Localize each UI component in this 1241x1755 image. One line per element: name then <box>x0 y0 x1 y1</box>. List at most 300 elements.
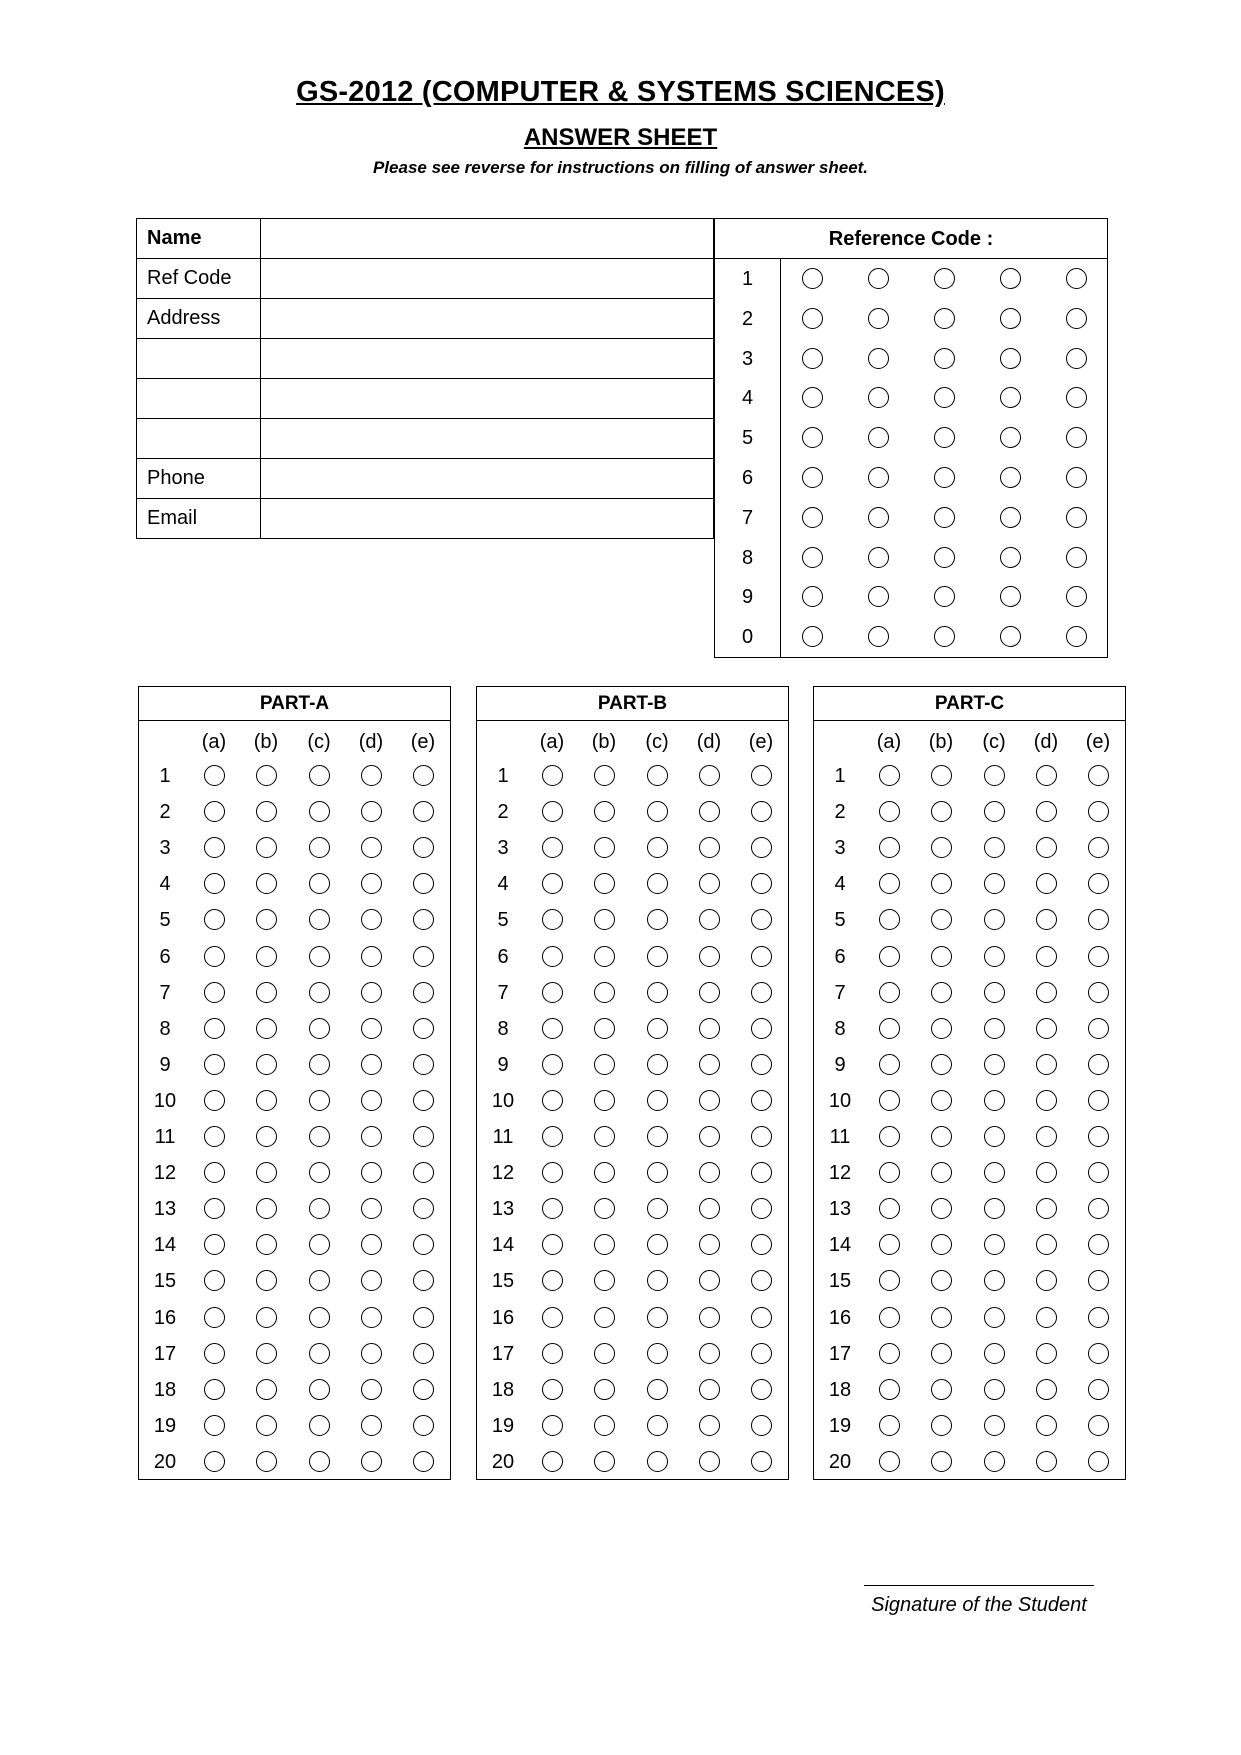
answer-bubble[interactable] <box>1088 1090 1109 1111</box>
answer-bubble[interactable] <box>931 873 952 894</box>
answer-bubble[interactable] <box>931 1451 952 1472</box>
answer-bubble[interactable] <box>879 1343 900 1364</box>
reference-code-bubble[interactable] <box>802 348 823 369</box>
answer-bubble[interactable] <box>984 1126 1005 1147</box>
answer-bubble[interactable] <box>1088 1126 1109 1147</box>
answer-bubble[interactable] <box>413 837 434 858</box>
answer-bubble[interactable] <box>751 1415 772 1436</box>
answer-bubble[interactable] <box>751 1307 772 1328</box>
answer-bubble[interactable] <box>647 1126 668 1147</box>
answer-bubble[interactable] <box>594 909 615 930</box>
answer-bubble[interactable] <box>647 837 668 858</box>
answer-bubble[interactable] <box>256 873 277 894</box>
answer-bubble[interactable] <box>931 1054 952 1075</box>
answer-bubble[interactable] <box>594 1415 615 1436</box>
answer-bubble[interactable] <box>984 873 1005 894</box>
answer-bubble[interactable] <box>879 909 900 930</box>
answer-bubble[interactable] <box>1036 1090 1057 1111</box>
answer-bubble[interactable] <box>1036 873 1057 894</box>
answer-bubble[interactable] <box>1036 1018 1057 1039</box>
answer-bubble[interactable] <box>1088 1415 1109 1436</box>
answer-bubble[interactable] <box>309 1343 330 1364</box>
answer-bubble[interactable] <box>931 1126 952 1147</box>
answer-bubble[interactable] <box>361 1270 382 1291</box>
reference-code-bubble[interactable] <box>868 348 889 369</box>
answer-bubble[interactable] <box>647 909 668 930</box>
answer-bubble[interactable] <box>647 1270 668 1291</box>
answer-bubble[interactable] <box>309 1415 330 1436</box>
answer-bubble[interactable] <box>1088 1054 1109 1075</box>
answer-bubble[interactable] <box>1088 946 1109 967</box>
answer-bubble[interactable] <box>204 1415 225 1436</box>
answer-bubble[interactable] <box>647 1054 668 1075</box>
answer-bubble[interactable] <box>309 1307 330 1328</box>
reference-code-bubble[interactable] <box>1066 507 1087 528</box>
answer-bubble[interactable] <box>931 1162 952 1183</box>
answer-bubble[interactable] <box>984 946 1005 967</box>
reference-code-bubble[interactable] <box>934 547 955 568</box>
answer-bubble[interactable] <box>204 982 225 1003</box>
answer-bubble[interactable] <box>361 1307 382 1328</box>
answer-bubble[interactable] <box>542 1090 563 1111</box>
answer-bubble[interactable] <box>751 1198 772 1219</box>
answer-bubble[interactable] <box>413 946 434 967</box>
answer-bubble[interactable] <box>256 1162 277 1183</box>
answer-bubble[interactable] <box>931 982 952 1003</box>
answer-bubble[interactable] <box>879 1307 900 1328</box>
answer-bubble[interactable] <box>699 1307 720 1328</box>
answer-bubble[interactable] <box>699 1343 720 1364</box>
answer-bubble[interactable] <box>413 1090 434 1111</box>
answer-bubble[interactable] <box>256 765 277 786</box>
answer-bubble[interactable] <box>204 1054 225 1075</box>
answer-bubble[interactable] <box>699 1126 720 1147</box>
answer-bubble[interactable] <box>309 1090 330 1111</box>
answer-bubble[interactable] <box>204 765 225 786</box>
answer-bubble[interactable] <box>647 873 668 894</box>
reference-code-bubble[interactable] <box>802 626 823 647</box>
answer-bubble[interactable] <box>1036 1451 1057 1472</box>
answer-bubble[interactable] <box>256 837 277 858</box>
answer-bubble[interactable] <box>204 1307 225 1328</box>
answer-bubble[interactable] <box>361 1415 382 1436</box>
answer-bubble[interactable] <box>361 1379 382 1400</box>
answer-bubble[interactable] <box>361 909 382 930</box>
answer-bubble[interactable] <box>542 1415 563 1436</box>
answer-bubble[interactable] <box>1036 1126 1057 1147</box>
answer-bubble[interactable] <box>309 946 330 967</box>
reference-code-bubble[interactable] <box>802 427 823 448</box>
answer-bubble[interactable] <box>1036 1162 1057 1183</box>
answer-bubble[interactable] <box>256 1379 277 1400</box>
answer-bubble[interactable] <box>751 837 772 858</box>
answer-bubble[interactable] <box>751 1018 772 1039</box>
answer-bubble[interactable] <box>984 1379 1005 1400</box>
answer-bubble[interactable] <box>879 1379 900 1400</box>
answer-bubble[interactable] <box>309 1126 330 1147</box>
answer-bubble[interactable] <box>309 1234 330 1255</box>
answer-bubble[interactable] <box>984 1451 1005 1472</box>
answer-bubble[interactable] <box>256 982 277 1003</box>
answer-bubble[interactable] <box>699 1054 720 1075</box>
answer-bubble[interactable] <box>309 765 330 786</box>
answer-bubble[interactable] <box>931 1307 952 1328</box>
answer-bubble[interactable] <box>361 837 382 858</box>
answer-bubble[interactable] <box>931 1198 952 1219</box>
answer-bubble[interactable] <box>751 982 772 1003</box>
answer-bubble[interactable] <box>751 1451 772 1472</box>
reference-code-bubble[interactable] <box>934 387 955 408</box>
answer-bubble[interactable] <box>204 1451 225 1472</box>
reference-code-bubble[interactable] <box>1000 348 1021 369</box>
answer-bubble[interactable] <box>751 909 772 930</box>
answer-bubble[interactable] <box>1088 1343 1109 1364</box>
answer-bubble[interactable] <box>542 837 563 858</box>
answer-bubble[interactable] <box>256 1054 277 1075</box>
answer-bubble[interactable] <box>204 1234 225 1255</box>
answer-bubble[interactable] <box>361 1451 382 1472</box>
answer-bubble[interactable] <box>594 765 615 786</box>
answer-bubble[interactable] <box>647 1018 668 1039</box>
info-value-field[interactable] <box>261 419 714 459</box>
info-value-field[interactable] <box>261 219 714 259</box>
reference-code-bubble[interactable] <box>934 348 955 369</box>
answer-bubble[interactable] <box>1036 837 1057 858</box>
answer-bubble[interactable] <box>931 1270 952 1291</box>
answer-bubble[interactable] <box>542 1343 563 1364</box>
answer-bubble[interactable] <box>594 1307 615 1328</box>
reference-code-bubble[interactable] <box>934 507 955 528</box>
answer-bubble[interactable] <box>1036 1054 1057 1075</box>
answer-bubble[interactable] <box>542 801 563 822</box>
reference-code-bubble[interactable] <box>934 626 955 647</box>
reference-code-bubble[interactable] <box>1000 387 1021 408</box>
answer-bubble[interactable] <box>542 1162 563 1183</box>
reference-code-bubble[interactable] <box>1066 387 1087 408</box>
answer-bubble[interactable] <box>1088 982 1109 1003</box>
answer-bubble[interactable] <box>699 946 720 967</box>
answer-bubble[interactable] <box>751 1379 772 1400</box>
answer-bubble[interactable] <box>879 1126 900 1147</box>
answer-bubble[interactable] <box>361 1198 382 1219</box>
answer-bubble[interactable] <box>413 801 434 822</box>
answer-bubble[interactable] <box>984 982 1005 1003</box>
info-value-field[interactable] <box>261 499 714 539</box>
answer-bubble[interactable] <box>309 1018 330 1039</box>
answer-bubble[interactable] <box>361 982 382 1003</box>
answer-bubble[interactable] <box>204 1270 225 1291</box>
reference-code-bubble[interactable] <box>802 547 823 568</box>
answer-bubble[interactable] <box>699 1379 720 1400</box>
answer-bubble[interactable] <box>647 1451 668 1472</box>
answer-bubble[interactable] <box>984 1198 1005 1219</box>
answer-bubble[interactable] <box>542 1379 563 1400</box>
answer-bubble[interactable] <box>256 1018 277 1039</box>
answer-bubble[interactable] <box>204 1126 225 1147</box>
reference-code-bubble[interactable] <box>1066 547 1087 568</box>
answer-bubble[interactable] <box>751 1234 772 1255</box>
answer-bubble[interactable] <box>647 1090 668 1111</box>
answer-bubble[interactable] <box>413 1343 434 1364</box>
reference-code-bubble[interactable] <box>1066 308 1087 329</box>
answer-bubble[interactable] <box>361 801 382 822</box>
answer-bubble[interactable] <box>984 1018 1005 1039</box>
answer-bubble[interactable] <box>256 909 277 930</box>
answer-bubble[interactable] <box>204 1090 225 1111</box>
reference-code-bubble[interactable] <box>1066 427 1087 448</box>
answer-bubble[interactable] <box>879 1270 900 1291</box>
answer-bubble[interactable] <box>204 1379 225 1400</box>
answer-bubble[interactable] <box>542 1198 563 1219</box>
answer-bubble[interactable] <box>361 1054 382 1075</box>
answer-bubble[interactable] <box>413 982 434 1003</box>
answer-bubble[interactable] <box>361 1162 382 1183</box>
answer-bubble[interactable] <box>542 1054 563 1075</box>
reference-code-bubble[interactable] <box>802 308 823 329</box>
answer-bubble[interactable] <box>1088 873 1109 894</box>
answer-bubble[interactable] <box>699 982 720 1003</box>
answer-bubble[interactable] <box>413 909 434 930</box>
answer-bubble[interactable] <box>361 765 382 786</box>
reference-code-bubble[interactable] <box>802 268 823 289</box>
answer-bubble[interactable] <box>542 909 563 930</box>
answer-bubble[interactable] <box>931 1234 952 1255</box>
answer-bubble[interactable] <box>931 801 952 822</box>
reference-code-bubble[interactable] <box>802 387 823 408</box>
answer-bubble[interactable] <box>699 765 720 786</box>
answer-bubble[interactable] <box>931 946 952 967</box>
answer-bubble[interactable] <box>361 873 382 894</box>
answer-bubble[interactable] <box>309 1270 330 1291</box>
answer-bubble[interactable] <box>647 765 668 786</box>
answer-bubble[interactable] <box>984 837 1005 858</box>
reference-code-bubble[interactable] <box>802 467 823 488</box>
answer-bubble[interactable] <box>594 1343 615 1364</box>
answer-bubble[interactable] <box>1036 1307 1057 1328</box>
answer-bubble[interactable] <box>1036 982 1057 1003</box>
reference-code-bubble[interactable] <box>868 507 889 528</box>
answer-bubble[interactable] <box>1088 765 1109 786</box>
answer-bubble[interactable] <box>1088 801 1109 822</box>
answer-bubble[interactable] <box>879 1162 900 1183</box>
answer-bubble[interactable] <box>594 837 615 858</box>
answer-bubble[interactable] <box>879 982 900 1003</box>
answer-bubble[interactable] <box>931 1343 952 1364</box>
answer-bubble[interactable] <box>1088 1198 1109 1219</box>
answer-bubble[interactable] <box>542 1270 563 1291</box>
answer-bubble[interactable] <box>699 1270 720 1291</box>
answer-bubble[interactable] <box>256 1198 277 1219</box>
answer-bubble[interactable] <box>309 982 330 1003</box>
reference-code-bubble[interactable] <box>868 427 889 448</box>
reference-code-bubble[interactable] <box>1000 268 1021 289</box>
answer-bubble[interactable] <box>984 801 1005 822</box>
answer-bubble[interactable] <box>647 1343 668 1364</box>
answer-bubble[interactable] <box>931 1018 952 1039</box>
answer-bubble[interactable] <box>204 1162 225 1183</box>
reference-code-bubble[interactable] <box>1000 507 1021 528</box>
answer-bubble[interactable] <box>1036 1198 1057 1219</box>
answer-bubble[interactable] <box>594 1090 615 1111</box>
answer-bubble[interactable] <box>594 873 615 894</box>
reference-code-bubble[interactable] <box>1000 427 1021 448</box>
answer-bubble[interactable] <box>594 1054 615 1075</box>
answer-bubble[interactable] <box>413 1018 434 1039</box>
answer-bubble[interactable] <box>1088 1379 1109 1400</box>
answer-bubble[interactable] <box>361 1018 382 1039</box>
answer-bubble[interactable] <box>256 946 277 967</box>
answer-bubble[interactable] <box>751 946 772 967</box>
answer-bubble[interactable] <box>361 1126 382 1147</box>
info-value-field[interactable] <box>261 259 714 299</box>
answer-bubble[interactable] <box>751 801 772 822</box>
answer-bubble[interactable] <box>1088 1018 1109 1039</box>
answer-bubble[interactable] <box>1088 909 1109 930</box>
answer-bubble[interactable] <box>984 909 1005 930</box>
answer-bubble[interactable] <box>413 1379 434 1400</box>
answer-bubble[interactable] <box>879 1018 900 1039</box>
answer-bubble[interactable] <box>931 837 952 858</box>
reference-code-bubble[interactable] <box>1000 467 1021 488</box>
answer-bubble[interactable] <box>309 1379 330 1400</box>
answer-bubble[interactable] <box>1088 1307 1109 1328</box>
reference-code-bubble[interactable] <box>868 268 889 289</box>
answer-bubble[interactable] <box>413 1054 434 1075</box>
answer-bubble[interactable] <box>699 1234 720 1255</box>
answer-bubble[interactable] <box>751 1054 772 1075</box>
answer-bubble[interactable] <box>1036 1415 1057 1436</box>
reference-code-bubble[interactable] <box>934 308 955 329</box>
answer-bubble[interactable] <box>204 873 225 894</box>
answer-bubble[interactable] <box>594 1198 615 1219</box>
answer-bubble[interactable] <box>413 873 434 894</box>
answer-bubble[interactable] <box>309 837 330 858</box>
reference-code-bubble[interactable] <box>868 586 889 607</box>
answer-bubble[interactable] <box>413 1162 434 1183</box>
answer-bubble[interactable] <box>413 1126 434 1147</box>
answer-bubble[interactable] <box>204 946 225 967</box>
answer-bubble[interactable] <box>413 1270 434 1291</box>
answer-bubble[interactable] <box>984 1343 1005 1364</box>
answer-bubble[interactable] <box>361 1234 382 1255</box>
answer-bubble[interactable] <box>751 1126 772 1147</box>
answer-bubble[interactable] <box>204 909 225 930</box>
reference-code-bubble[interactable] <box>868 626 889 647</box>
reference-code-bubble[interactable] <box>1000 308 1021 329</box>
answer-bubble[interactable] <box>309 801 330 822</box>
answer-bubble[interactable] <box>699 873 720 894</box>
answer-bubble[interactable] <box>594 982 615 1003</box>
answer-bubble[interactable] <box>699 1090 720 1111</box>
answer-bubble[interactable] <box>984 1090 1005 1111</box>
reference-code-bubble[interactable] <box>1000 586 1021 607</box>
answer-bubble[interactable] <box>984 1415 1005 1436</box>
answer-bubble[interactable] <box>984 1162 1005 1183</box>
answer-bubble[interactable] <box>594 1234 615 1255</box>
reference-code-bubble[interactable] <box>934 586 955 607</box>
answer-bubble[interactable] <box>647 801 668 822</box>
answer-bubble[interactable] <box>1088 1451 1109 1472</box>
answer-bubble[interactable] <box>542 1018 563 1039</box>
answer-bubble[interactable] <box>1088 1234 1109 1255</box>
answer-bubble[interactable] <box>1088 1270 1109 1291</box>
answer-bubble[interactable] <box>256 1126 277 1147</box>
answer-bubble[interactable] <box>699 1198 720 1219</box>
info-value-field[interactable] <box>261 379 714 419</box>
answer-bubble[interactable] <box>647 1415 668 1436</box>
answer-bubble[interactable] <box>256 1234 277 1255</box>
answer-bubble[interactable] <box>204 801 225 822</box>
answer-bubble[interactable] <box>542 982 563 1003</box>
answer-bubble[interactable] <box>1036 801 1057 822</box>
reference-code-bubble[interactable] <box>1000 547 1021 568</box>
answer-bubble[interactable] <box>256 1090 277 1111</box>
answer-bubble[interactable] <box>984 1054 1005 1075</box>
reference-code-bubble[interactable] <box>802 586 823 607</box>
answer-bubble[interactable] <box>542 1451 563 1472</box>
answer-bubble[interactable] <box>1036 909 1057 930</box>
answer-bubble[interactable] <box>984 1234 1005 1255</box>
answer-bubble[interactable] <box>879 1415 900 1436</box>
answer-bubble[interactable] <box>204 1018 225 1039</box>
answer-bubble[interactable] <box>309 873 330 894</box>
answer-bubble[interactable] <box>931 909 952 930</box>
answer-bubble[interactable] <box>699 1415 720 1436</box>
answer-bubble[interactable] <box>542 765 563 786</box>
answer-bubble[interactable] <box>594 1451 615 1472</box>
answer-bubble[interactable] <box>647 1234 668 1255</box>
answer-bubble[interactable] <box>594 1018 615 1039</box>
answer-bubble[interactable] <box>879 1234 900 1255</box>
answer-bubble[interactable] <box>594 946 615 967</box>
answer-bubble[interactable] <box>594 1126 615 1147</box>
answer-bubble[interactable] <box>647 946 668 967</box>
answer-bubble[interactable] <box>931 1379 952 1400</box>
reference-code-bubble[interactable] <box>802 507 823 528</box>
info-value-field[interactable] <box>261 339 714 379</box>
answer-bubble[interactable] <box>413 1451 434 1472</box>
answer-bubble[interactable] <box>413 1198 434 1219</box>
answer-bubble[interactable] <box>699 1018 720 1039</box>
answer-bubble[interactable] <box>879 1198 900 1219</box>
answer-bubble[interactable] <box>984 1307 1005 1328</box>
answer-bubble[interactable] <box>256 1307 277 1328</box>
answer-bubble[interactable] <box>1036 765 1057 786</box>
info-value-field[interactable] <box>261 459 714 499</box>
answer-bubble[interactable] <box>256 1270 277 1291</box>
reference-code-bubble[interactable] <box>1000 626 1021 647</box>
answer-bubble[interactable] <box>647 982 668 1003</box>
answer-bubble[interactable] <box>751 1090 772 1111</box>
answer-bubble[interactable] <box>542 1126 563 1147</box>
reference-code-bubble[interactable] <box>934 427 955 448</box>
answer-bubble[interactable] <box>361 1090 382 1111</box>
reference-code-bubble[interactable] <box>1066 586 1087 607</box>
answer-bubble[interactable] <box>879 801 900 822</box>
answer-bubble[interactable] <box>413 765 434 786</box>
answer-bubble[interactable] <box>309 1162 330 1183</box>
answer-bubble[interactable] <box>256 801 277 822</box>
answer-bubble[interactable] <box>542 1234 563 1255</box>
answer-bubble[interactable] <box>931 1415 952 1436</box>
answer-bubble[interactable] <box>204 1198 225 1219</box>
reference-code-bubble[interactable] <box>1066 626 1087 647</box>
answer-bubble[interactable] <box>413 1307 434 1328</box>
answer-bubble[interactable] <box>542 1307 563 1328</box>
answer-bubble[interactable] <box>594 801 615 822</box>
answer-bubble[interactable] <box>1036 1343 1057 1364</box>
answer-bubble[interactable] <box>647 1162 668 1183</box>
